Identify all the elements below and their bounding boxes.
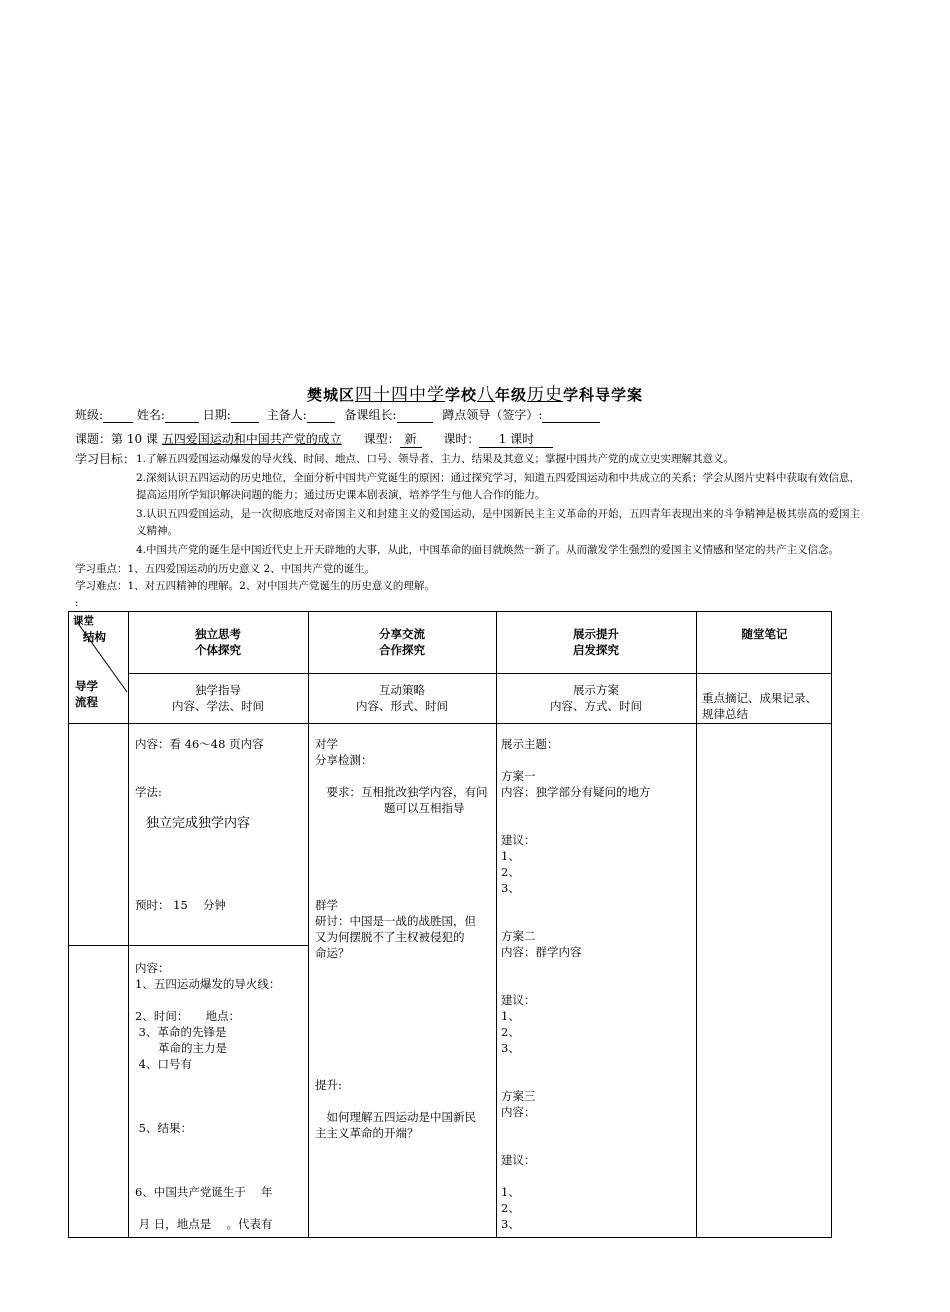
- title-suffix: 学科导学案: [563, 386, 644, 404]
- c3-plan-line: 建议：: [501, 1153, 536, 1167]
- sub-col4: [702, 690, 833, 722]
- group-leader-field[interactable]: [397, 408, 433, 423]
- lesson-hours-label: 课时：: [443, 432, 480, 446]
- lesson-line: [75, 430, 553, 448]
- sub-col2-line2: 内容、形式、时间: [356, 699, 448, 713]
- objective-item-2: 2.深刻认识五四运动的历史地位，全面分析中国共产党诞生的原因；通过探究学习，知道五四爱国运动和中共成立的关系；学会从图片史料中获取有效信息，: [136, 472, 861, 484]
- lesson-title: 五四爱国运动和中国共产党的成立: [161, 432, 342, 446]
- supervisor-field[interactable]: [542, 408, 600, 423]
- objective-item-1: 1.了解五四爱国运动爆发的导火线、时间、地点、口号、领导者、主力、结果及其意义；掌握中国共产党的成立史实理解其意义。: [136, 453, 735, 465]
- c1-lower-line: 内容：: [135, 961, 170, 975]
- c3-plan-line: 3、: [501, 1041, 520, 1055]
- info-line: [75, 406, 600, 423]
- c3-plan-line: 3、: [501, 881, 520, 895]
- c3-plan-line: [501, 1168, 696, 1184]
- c3-plan-line: [501, 800, 696, 816]
- c3-plan-line: 3、: [501, 1217, 520, 1231]
- objective-item-3-cont: 义精神。: [136, 525, 178, 537]
- c3-plan-line: [501, 976, 696, 992]
- c3-plan-line: [501, 1056, 696, 1072]
- c2-pair-line: [315, 768, 495, 784]
- c3-plan-line: [501, 1072, 696, 1088]
- c1-method-text: 独立完成独学内容: [146, 816, 251, 831]
- title-district: 樊城区: [306, 386, 355, 404]
- header-col2-line1: 分享交流: [379, 627, 425, 641]
- c3-plan-line: 建议：: [501, 993, 536, 1007]
- c3-plan-line: 展示主题：: [501, 737, 559, 751]
- sub-col3: [496, 682, 696, 714]
- c1-lower-line: [135, 1104, 307, 1120]
- row-divider-3: [69, 945, 308, 946]
- c3-plan-line: [501, 896, 696, 912]
- objective-item-2-cont: 提高运用所学知识解决问题的能力；通过历史课本剧表演，培养学生与他人合作的能力。: [136, 489, 546, 501]
- lesson-hours-value: 1 课时: [479, 430, 553, 448]
- title-school-name: 四十四中学: [354, 385, 445, 405]
- c1-content: 内容：看 46～48 页内容: [135, 737, 264, 751]
- c2-pair-line: 要求：互相批改独学内容，有问: [315, 785, 488, 799]
- lesson-label: 课题：第 10 课: [75, 432, 158, 446]
- header-col3-line1: 展示提升: [573, 627, 619, 641]
- c1-lower-content: [135, 960, 307, 1232]
- c3-plan-line: [501, 912, 696, 928]
- c2-raise-line: 提升:: [315, 1078, 342, 1092]
- c2-raise-line: 如何理解五四运动是中国新民: [315, 1110, 476, 1124]
- date-label: 日期:: [202, 408, 231, 422]
- c3-plan-line: 建议：: [501, 833, 536, 847]
- header-col1-line1: 独立思考: [195, 627, 241, 641]
- c3-plan-line: 内容：群学内容: [501, 945, 582, 959]
- c3-plan-line: 方案一: [501, 769, 536, 783]
- c1-lower-line: 3、革命的先锋是: [135, 1025, 227, 1039]
- preparer-field[interactable]: [307, 408, 335, 423]
- class-label: 班级:: [75, 408, 104, 422]
- corner-mid: 结构: [83, 630, 106, 644]
- c1-lower-line: 革命的主力是: [135, 1041, 227, 1055]
- corner-top: 课堂: [73, 615, 94, 627]
- header-col1-line2: 个体探究: [195, 643, 241, 657]
- c2-pair-line: 题可以互相指导: [315, 801, 465, 815]
- header-col4: 随堂笔记: [741, 627, 788, 641]
- title-grade-suffix: 年级: [495, 386, 528, 404]
- header-col1: [128, 626, 308, 658]
- corner-bottom-1: 导学: [75, 679, 98, 693]
- header-col3-line2: 启发探究: [573, 643, 619, 657]
- c2-raise: [315, 1077, 495, 1141]
- lesson-type-label: 课型：: [363, 432, 400, 446]
- c3-display-plans: [501, 736, 696, 1232]
- c1-lower-line: [135, 1200, 307, 1216]
- c3-plan-line: 1、: [501, 849, 520, 863]
- c3-plan-line: [501, 1136, 696, 1152]
- c1-lower-line: [135, 992, 307, 1008]
- c1-lower-line: 1、五四运动爆发的导火线：: [135, 977, 281, 991]
- c1-lower-line: [135, 1168, 307, 1184]
- preparer-label: 主备人:: [266, 408, 307, 422]
- c3-plan-line: 内容：独学部分有疑问的地方: [501, 785, 651, 799]
- header-col3: [496, 626, 696, 658]
- c3-plan-line: 内容：: [501, 1105, 536, 1119]
- c3-plan-line: [501, 816, 696, 832]
- class-field[interactable]: [103, 408, 133, 423]
- c2-raise-line: 主主义革命的开端？: [315, 1126, 419, 1140]
- page-title: [0, 380, 950, 405]
- header-col2-line2: 合作探究: [379, 643, 425, 657]
- title-school-suffix: 学校: [444, 386, 477, 404]
- c2-pair-line: 对学: [315, 737, 338, 751]
- title-subject: 历史: [527, 385, 564, 405]
- title-grade: 八: [477, 385, 495, 405]
- c1-lower-line: [135, 1072, 307, 1088]
- c2-raise-line: [315, 1093, 495, 1109]
- difficulties: 学习难点：1、对五四精神的理解。2、对中国共产党诞生的历史意义的理解。: [75, 580, 435, 592]
- date-field[interactable]: [231, 408, 259, 423]
- c1-lower-line: 2、时间： 地点：: [135, 1009, 241, 1023]
- sub-col1: [128, 682, 308, 714]
- guide-table: [68, 611, 832, 1238]
- c2-pair-study: [315, 736, 495, 816]
- header-col2: [308, 626, 496, 658]
- c1-lower-line: 月 日，地点是 。代表有: [135, 1217, 273, 1231]
- c3-plan-line: 2、: [501, 1025, 520, 1039]
- sub-col1-line1: 独学指导: [195, 683, 241, 697]
- group-leader-label: 备课组长:: [344, 408, 397, 422]
- name-field[interactable]: [165, 408, 199, 423]
- sub-col4-line1: 重点摘记、成果记录、: [702, 691, 817, 705]
- c3-plan-line: 2、: [501, 865, 520, 879]
- sub-col4-line2: 规律总结: [702, 707, 748, 721]
- c3-plan-line: 2、: [501, 1201, 520, 1215]
- sub-col3-line2: 内容、方式、时间: [550, 699, 642, 713]
- c3-plan-line: [501, 1120, 696, 1136]
- c2-group-line: 又为何摆脱不了主权被侵犯的: [315, 930, 465, 944]
- c3-plan-line: 方案三: [501, 1089, 536, 1103]
- sub-col2: [308, 682, 496, 714]
- name-label: 姓名:: [136, 408, 165, 422]
- lesson-type-value: 新: [400, 430, 422, 448]
- c3-plan-line: 1、: [501, 1009, 520, 1023]
- supervisor-label: 蹲点领导（签字）:: [442, 408, 543, 422]
- objective-item-3: 3.认识五四爱国运动，是一次彻底地反对帝国主义和封建主义的爱国运动，是中国新民主主义革命的开始，五四青年表现出来的斗争精神是极其崇高的爱国主: [136, 508, 861, 520]
- c3-plan-line: [501, 960, 696, 976]
- c1-lower-line: [135, 1152, 307, 1168]
- c1-time: 预时： 15 分钟: [135, 898, 226, 912]
- row-divider-1: [128, 673, 831, 674]
- sub-col2-line1: 互动策略: [379, 683, 425, 697]
- c3-plan-line: [501, 752, 696, 768]
- c1-lower-line: 4、口号有: [135, 1057, 192, 1071]
- c2-group-line: 群学: [315, 898, 338, 912]
- sub-col1-line2: 内容、学法、时间: [172, 699, 264, 713]
- c1-method-label: 学法:: [135, 785, 162, 799]
- c1-lower-line: [135, 1088, 307, 1104]
- sub-col3-line1: 展示方案: [573, 683, 619, 697]
- key-points: 学习重点：1、五四爱国运动的历史意义 2、中国共产党的诞生。: [75, 563, 376, 575]
- notes-area[interactable]: [697, 724, 832, 1238]
- c2-pair-line: 分享检测：: [315, 753, 373, 767]
- c3-plan-line: 1、: [501, 1185, 520, 1199]
- c1-lower-line: 6、中国共产党诞生于 年: [135, 1185, 273, 1199]
- c2-group-study: [315, 897, 495, 961]
- corner-bottom-2: 流程: [75, 695, 98, 709]
- c2-group-line: 研讨：中国是一战的战胜国，但: [315, 914, 476, 928]
- objective-item-4: 4.中国共产党的诞生是中国近代史上开天辟地的大事，从此，中国革命的面目就焕然一新了。从而激发学生强烈的爱国主义情感和坚定的共产主义信念。: [136, 544, 840, 556]
- c3-plan-line: 方案二: [501, 929, 536, 943]
- c1-lower-line: 5、结果：: [135, 1121, 192, 1135]
- c2-group-line: 命运？: [315, 946, 350, 960]
- objectives-label: 学习目标：: [75, 452, 136, 466]
- colon-mark: :: [75, 597, 79, 609]
- c1-lower-line: [135, 1136, 307, 1152]
